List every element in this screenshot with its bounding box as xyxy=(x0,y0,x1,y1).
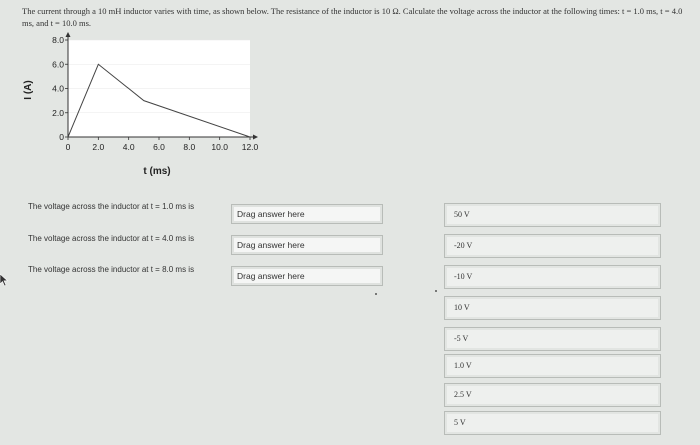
x-tick-labels xyxy=(66,137,259,152)
dropzone-1[interactable] xyxy=(231,204,383,224)
option-label: -10 V xyxy=(454,272,473,281)
y-tick-label: 2.0 xyxy=(52,107,64,118)
prompt-1: The voltage across the inductor at t = 1.0 ms is xyxy=(28,202,195,211)
dropzone-2[interactable] xyxy=(231,235,383,255)
current-vs-time-chart xyxy=(0,30,280,180)
y-tick-label: 4.0 xyxy=(52,83,64,94)
option-label: 50 V xyxy=(454,210,470,219)
x-tick-label: 4.0 xyxy=(122,142,135,152)
dropzone-1-label: Drag answer here xyxy=(237,209,305,219)
option-label: 1.0 V xyxy=(454,361,472,370)
prompt-3: The voltage across the inductor at t = 8.0 ms is xyxy=(28,265,195,274)
option-1v[interactable] xyxy=(444,354,661,378)
x-axis-arrow-icon xyxy=(253,135,258,140)
option-neg5v[interactable] xyxy=(444,327,661,351)
y-tick-label: 6.0 xyxy=(52,59,64,70)
option-neg10v[interactable] xyxy=(444,265,661,289)
answer-options xyxy=(444,203,661,440)
option-label: 5 V xyxy=(454,418,466,427)
option-label: -20 V xyxy=(454,241,473,250)
dropzone-3[interactable] xyxy=(231,266,383,286)
decorative-dot xyxy=(435,290,437,292)
option-neg20v[interactable] xyxy=(444,234,661,258)
x-tick-label: 2.0 xyxy=(92,142,105,152)
dropzone-3-label: Drag answer here xyxy=(237,271,305,281)
option-label: -5 V xyxy=(454,334,469,343)
x-tick-label: 6.0 xyxy=(153,142,165,152)
option-10v[interactable] xyxy=(444,296,661,320)
x-tick-label: 8.0 xyxy=(183,142,196,152)
chart-grid xyxy=(68,40,250,137)
x-tick-label: 12.0 xyxy=(241,142,259,152)
option-label: 2.5 V xyxy=(454,390,472,399)
y-tick-label: 0 xyxy=(59,132,64,142)
x-tick-label: 10.0 xyxy=(211,142,228,152)
x-tick-label: 0 xyxy=(65,142,71,152)
prompt-2: The voltage across the inductor at t = 4.0 ms is xyxy=(28,234,195,243)
x-axis-label: t (ms) xyxy=(143,166,171,177)
option-50v[interactable] xyxy=(444,203,661,227)
option-5v[interactable] xyxy=(444,411,661,435)
option-2-5v[interactable] xyxy=(444,383,661,407)
y-axis-label: I (A) xyxy=(23,80,34,100)
y-tick-labels xyxy=(52,35,68,142)
question-text: The current through a 10 mH inductor varies with time, as shown below. The resistance of the inductor is 10 Ω. Calculate the voltage across the inductor at the following times: t = 1.0 ms, t = 4.0 ms, and t = 10.0 ms. xyxy=(22,6,683,28)
option-label: 10 V xyxy=(454,303,470,312)
dropzone-2-label: Drag answer here xyxy=(237,240,305,250)
y-tick-label: 8.0 xyxy=(52,35,64,45)
decorative-dot xyxy=(375,293,377,295)
y-axis-arrow-icon xyxy=(66,32,71,37)
mouse-cursor-icon xyxy=(0,273,9,287)
